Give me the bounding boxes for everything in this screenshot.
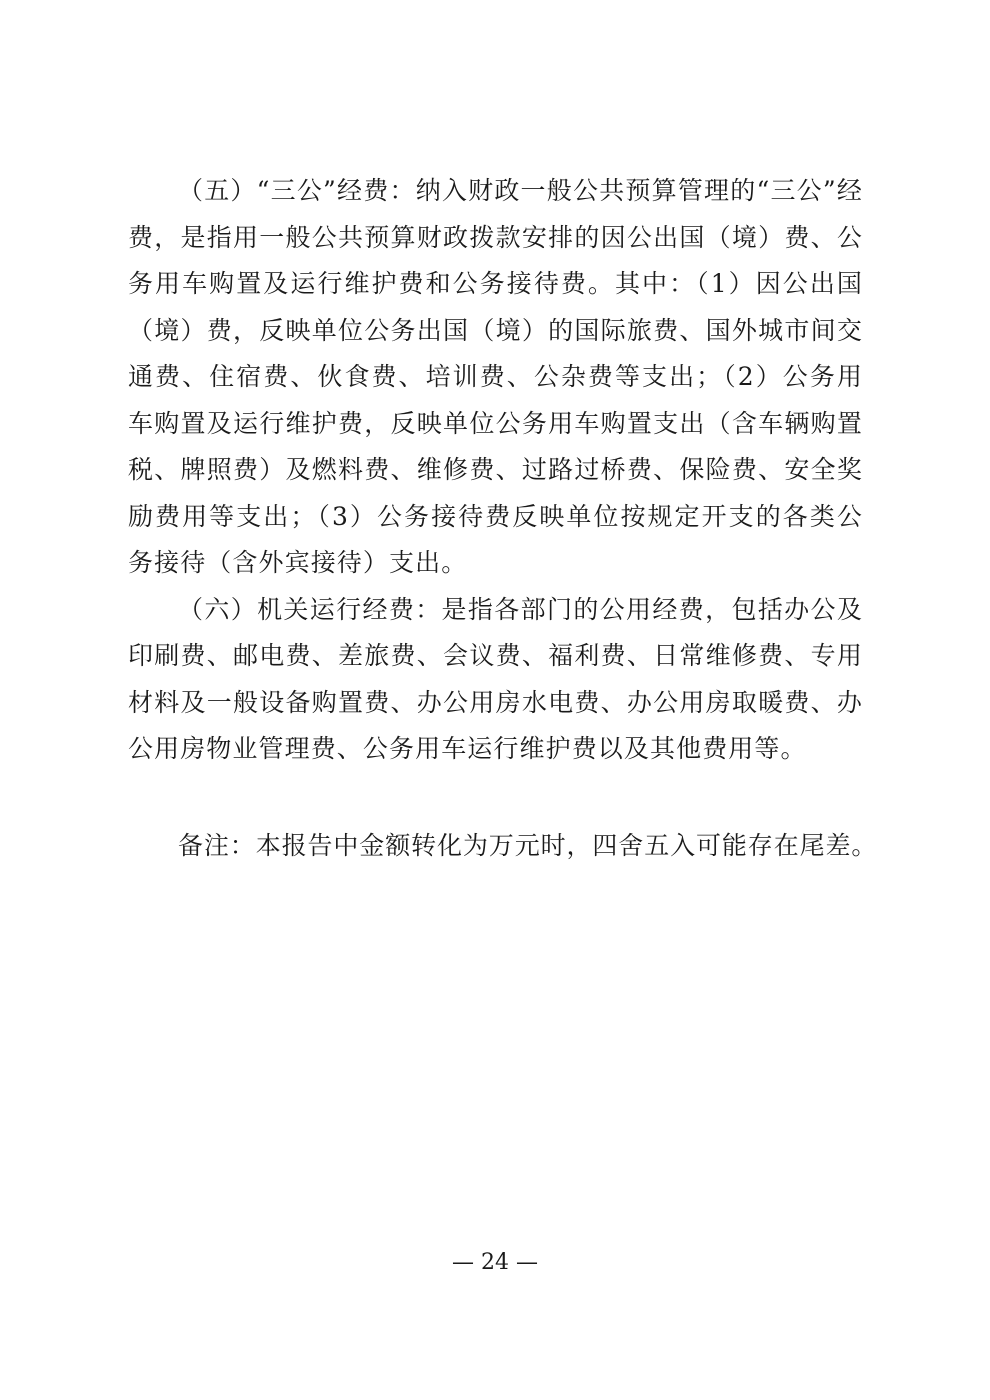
rounding-note: 备注：本报告中金额转化为万元时，四舍五入可能存在尾差。 xyxy=(178,831,878,860)
paragraph-three-public-expenses: （五）“三公”经费：纳入财政一般公共预算管理的“三公”经费，是指用一般公共预算财政拨款安排的因公出国（境）费、公务用车购置及运行维护费和公务接待费。其中：（1）因公出国（境）费，反映单位公务出国（境）的国际旅费、国外城市间交通费、住宿费、伙食费、培训费、公杂费等支出；（2）公务用车购置及运行维护费，反映单位公务用车购置支出（含车辆购置税、牌照费）及燃料费、维修费、过路过桥费、保险费、安全奖励费用等支出；（3）公务接待费反映单位按规定开支的各类公务接待（含外宾接待）支出。 xyxy=(128,176,863,577)
paragraph-agency-operating-expenses: （六）机关运行经费：是指各部门的公用经费，包括办公及印刷费、邮电费、差旅费、会议费、福利费、日常维修费、专用材料及一般设备购置费、办公用房水电费、办公用房取暖费、办公用房物业管理费、公务用车运行维护费以及其他费用等。 xyxy=(128,594,863,763)
document-body xyxy=(128,168,863,773)
page-number: — 24 — xyxy=(452,1250,538,1275)
